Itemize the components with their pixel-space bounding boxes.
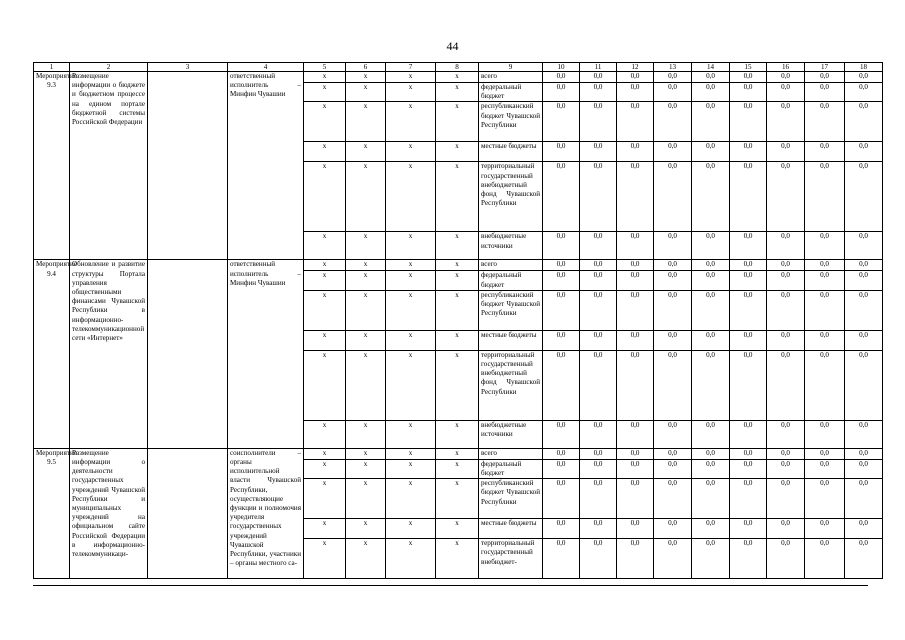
amount-cell: 0,0: [730, 519, 767, 539]
code-x-cell: x: [436, 479, 479, 519]
amount-cell: 0,0: [617, 162, 654, 232]
amount-cell: 0,0: [580, 271, 617, 290]
code-x-cell: x: [436, 162, 479, 232]
amount-cell: 0,0: [543, 290, 580, 330]
amount-cell: 0,0: [692, 459, 730, 478]
amount-cell: 0,0: [654, 459, 692, 478]
amount-cell: 0,0: [580, 420, 617, 448]
amount-cell: 0,0: [805, 162, 845, 232]
amount-cell: 0,0: [730, 142, 767, 162]
code-x-cell: x: [304, 350, 346, 420]
amount-cell: 0,0: [805, 459, 845, 478]
funding-source: республиканский бюджет Чувашской Республики: [479, 479, 543, 519]
code-x-cell: x: [346, 330, 386, 350]
funding-source: местные бюджеты: [479, 519, 543, 539]
amount-cell: 0,0: [845, 142, 883, 162]
measure-description: Обновление и развитие структуры Портала управления общественными финансами Чувашской Республики в информационно-телекоммуникационной сети «Интернет»: [70, 260, 148, 448]
amount-cell: 0,0: [543, 459, 580, 478]
amount-cell: 0,0: [730, 290, 767, 330]
code-x-cell: x: [304, 162, 346, 232]
amount-cell: 0,0: [805, 420, 845, 448]
amount-cell: 0,0: [845, 290, 883, 330]
column-header-11: 11: [580, 63, 617, 72]
amount-cell: 0,0: [692, 72, 730, 83]
amount-cell: 0,0: [543, 448, 580, 459]
amount-cell: 0,0: [767, 162, 805, 232]
code-x-cell: x: [386, 519, 436, 539]
amount-cell: 0,0: [805, 290, 845, 330]
funding-source: федеральный бюджет: [479, 83, 543, 102]
amount-cell: 0,0: [730, 479, 767, 519]
column-header-5: 5: [304, 63, 346, 72]
code-x-cell: x: [346, 271, 386, 290]
amount-cell: 0,0: [617, 459, 654, 478]
code-x-cell: x: [346, 83, 386, 102]
amount-cell: 0,0: [845, 448, 883, 459]
amount-cell: 0,0: [692, 350, 730, 420]
code-x-cell: x: [304, 420, 346, 448]
amount-cell: 0,0: [617, 479, 654, 519]
amount-cell: 0,0: [845, 102, 883, 142]
amount-cell: 0,0: [692, 83, 730, 102]
amount-cell: 0,0: [543, 83, 580, 102]
amount-cell: 0,0: [692, 519, 730, 539]
amount-cell: 0,0: [654, 350, 692, 420]
amount-cell: 0,0: [767, 448, 805, 459]
code-x-cell: x: [386, 260, 436, 271]
amount-cell: 0,0: [805, 330, 845, 350]
code-x-cell: x: [386, 420, 436, 448]
code-x-cell: x: [386, 448, 436, 459]
amount-cell: 0,0: [654, 83, 692, 102]
amount-cell: 0,0: [617, 330, 654, 350]
code-x-cell: x: [436, 330, 479, 350]
amount-cell: 0,0: [580, 459, 617, 478]
amount-cell: 0,0: [617, 350, 654, 420]
amount-cell: 0,0: [617, 232, 654, 260]
code-x-cell: x: [436, 72, 479, 83]
code-x-cell: x: [346, 350, 386, 420]
amount-cell: 0,0: [654, 72, 692, 83]
participants-cell: [148, 72, 228, 260]
code-x-cell: x: [386, 290, 436, 330]
amount-cell: 0,0: [845, 459, 883, 478]
amount-cell: 0,0: [543, 232, 580, 260]
amount-cell: 0,0: [767, 330, 805, 350]
amount-cell: 0,0: [654, 232, 692, 260]
amount-cell: 0,0: [692, 162, 730, 232]
code-x-cell: x: [436, 350, 479, 420]
amount-cell: 0,0: [767, 142, 805, 162]
amount-cell: 0,0: [654, 420, 692, 448]
column-number-row: [34, 63, 883, 72]
column-header-7: 7: [386, 63, 436, 72]
funding-source: территориальный государственный внебюджетный фонд Чувашской Республики: [479, 162, 543, 232]
amount-cell: 0,0: [654, 162, 692, 232]
code-x-cell: x: [346, 479, 386, 519]
code-x-cell: x: [386, 330, 436, 350]
amount-cell: 0,0: [617, 539, 654, 579]
code-x-cell: x: [436, 519, 479, 539]
code-x-cell: x: [346, 260, 386, 271]
column-header-6: 6: [346, 63, 386, 72]
bottom-rule: [33, 585, 868, 586]
code-x-cell: x: [436, 232, 479, 260]
funding-source: всего: [479, 72, 543, 83]
amount-cell: 0,0: [617, 519, 654, 539]
column-header-2: 2: [70, 63, 148, 72]
column-header-14: 14: [692, 63, 730, 72]
code-x-cell: x: [436, 448, 479, 459]
code-x-cell: x: [386, 102, 436, 142]
code-x-cell: x: [386, 162, 436, 232]
code-x-cell: x: [304, 232, 346, 260]
amount-cell: 0,0: [805, 539, 845, 579]
code-x-cell: x: [436, 102, 479, 142]
amount-cell: 0,0: [730, 162, 767, 232]
column-header-18: 18: [845, 63, 883, 72]
amount-cell: 0,0: [767, 519, 805, 539]
amount-cell: 0,0: [767, 260, 805, 271]
amount-cell: 0,0: [543, 72, 580, 83]
amount-cell: 0,0: [692, 142, 730, 162]
amount-cell: 0,0: [580, 142, 617, 162]
amount-cell: 0,0: [692, 420, 730, 448]
amount-cell: 0,0: [805, 271, 845, 290]
amount-cell: 0,0: [617, 142, 654, 162]
amount-cell: 0,0: [692, 260, 730, 271]
amount-cell: 0,0: [692, 271, 730, 290]
amount-cell: 0,0: [580, 479, 617, 519]
amount-cell: 0,0: [805, 102, 845, 142]
amount-cell: 0,0: [543, 162, 580, 232]
amount-cell: 0,0: [845, 162, 883, 232]
amount-cell: 0,0: [617, 72, 654, 83]
amount-cell: 0,0: [654, 290, 692, 330]
funding-source: федеральный бюджет: [479, 459, 543, 478]
amount-cell: 0,0: [845, 72, 883, 83]
code-x-cell: x: [346, 290, 386, 330]
amount-cell: 0,0: [617, 290, 654, 330]
table-row: [34, 72, 883, 83]
amount-cell: 0,0: [580, 519, 617, 539]
amount-cell: 0,0: [730, 232, 767, 260]
code-x-cell: x: [346, 102, 386, 142]
amount-cell: 0,0: [654, 479, 692, 519]
amount-cell: 0,0: [580, 350, 617, 420]
amount-cell: 0,0: [580, 290, 617, 330]
amount-cell: 0,0: [805, 479, 845, 519]
measure-number: Мероприятие 9.3: [34, 72, 70, 260]
page-number: 44: [446, 39, 459, 53]
amount-cell: 0,0: [805, 448, 845, 459]
amount-cell: 0,0: [580, 539, 617, 579]
column-header-9: 9: [479, 63, 543, 72]
amount-cell: 0,0: [692, 539, 730, 579]
column-header-16: 16: [767, 63, 805, 72]
amount-cell: 0,0: [580, 83, 617, 102]
column-header-15: 15: [730, 63, 767, 72]
table-row: [34, 448, 883, 459]
amount-cell: 0,0: [692, 232, 730, 260]
amount-cell: 0,0: [805, 350, 845, 420]
amount-cell: 0,0: [654, 539, 692, 579]
amount-cell: 0,0: [580, 448, 617, 459]
code-x-cell: x: [304, 459, 346, 478]
code-x-cell: x: [436, 539, 479, 579]
executor-cell: соисполнители – органы исполнительной власти Чувашской Республики, осуществляющие функции и полномочия учредителя государственных учреждений Чувашской Республики, участники – органы местного са-: [228, 448, 304, 578]
amount-cell: 0,0: [543, 539, 580, 579]
code-x-cell: x: [304, 290, 346, 330]
code-x-cell: x: [304, 142, 346, 162]
amount-cell: 0,0: [767, 102, 805, 142]
code-x-cell: x: [386, 271, 436, 290]
amount-cell: 0,0: [730, 539, 767, 579]
amount-cell: 0,0: [543, 330, 580, 350]
code-x-cell: x: [304, 539, 346, 579]
executor-cell: ответственный исполнитель – Минфин Чувашии: [228, 260, 304, 448]
amount-cell: 0,0: [654, 260, 692, 271]
amount-cell: 0,0: [845, 232, 883, 260]
amount-cell: 0,0: [767, 72, 805, 83]
amount-cell: 0,0: [730, 271, 767, 290]
code-x-cell: x: [304, 519, 346, 539]
amount-cell: 0,0: [543, 102, 580, 142]
amount-cell: 0,0: [543, 350, 580, 420]
amount-cell: 0,0: [767, 350, 805, 420]
amount-cell: 0,0: [845, 83, 883, 102]
code-x-cell: x: [304, 102, 346, 142]
amount-cell: 0,0: [692, 102, 730, 142]
amount-cell: 0,0: [654, 448, 692, 459]
amount-cell: 0,0: [580, 72, 617, 83]
amount-cell: 0,0: [692, 290, 730, 330]
code-x-cell: x: [386, 232, 436, 260]
amount-cell: 0,0: [543, 260, 580, 271]
column-header-8: 8: [436, 63, 479, 72]
amount-cell: 0,0: [730, 102, 767, 142]
funding-source: местные бюджеты: [479, 142, 543, 162]
code-x-cell: x: [346, 142, 386, 162]
amount-cell: 0,0: [580, 330, 617, 350]
code-x-cell: x: [436, 271, 479, 290]
amount-cell: 0,0: [654, 330, 692, 350]
amount-cell: 0,0: [580, 102, 617, 142]
funding-source: внебюджетные источники: [479, 232, 543, 260]
amount-cell: 0,0: [845, 479, 883, 519]
participants-cell: [148, 260, 228, 448]
amount-cell: 0,0: [617, 448, 654, 459]
amount-cell: 0,0: [730, 420, 767, 448]
amount-cell: 0,0: [805, 260, 845, 271]
amount-cell: 0,0: [805, 142, 845, 162]
amount-cell: 0,0: [580, 232, 617, 260]
code-x-cell: x: [436, 142, 479, 162]
funding-source: территориальный государственный внебюджетный фонд Чувашской Республики: [479, 350, 543, 420]
amount-cell: 0,0: [580, 162, 617, 232]
amount-cell: 0,0: [767, 83, 805, 102]
code-x-cell: x: [346, 459, 386, 478]
amount-cell: 0,0: [543, 420, 580, 448]
funding-source: республиканский бюджет Чувашской Республики: [479, 290, 543, 330]
measure-number: Мероприятие 9.4: [34, 260, 70, 448]
funding-source: всего: [479, 260, 543, 271]
code-x-cell: x: [346, 162, 386, 232]
code-x-cell: x: [436, 83, 479, 102]
amount-cell: 0,0: [617, 271, 654, 290]
code-x-cell: x: [386, 142, 436, 162]
amount-cell: 0,0: [767, 232, 805, 260]
amount-cell: 0,0: [730, 350, 767, 420]
code-x-cell: x: [436, 420, 479, 448]
code-x-cell: x: [436, 290, 479, 330]
amount-cell: 0,0: [692, 448, 730, 459]
amount-cell: 0,0: [767, 271, 805, 290]
funding-source: федеральный бюджет: [479, 271, 543, 290]
code-x-cell: x: [386, 72, 436, 83]
measure-number: Мероприятие 9.5: [34, 448, 70, 578]
amount-cell: 0,0: [730, 83, 767, 102]
column-header-1: 1: [34, 63, 70, 72]
code-x-cell: x: [386, 539, 436, 579]
funding-source: всего: [479, 448, 543, 459]
code-x-cell: x: [304, 330, 346, 350]
code-x-cell: x: [304, 83, 346, 102]
amount-cell: 0,0: [767, 290, 805, 330]
amount-cell: 0,0: [543, 519, 580, 539]
amount-cell: 0,0: [845, 519, 883, 539]
amount-cell: 0,0: [654, 142, 692, 162]
code-x-cell: x: [346, 420, 386, 448]
code-x-cell: x: [346, 519, 386, 539]
code-x-cell: x: [304, 479, 346, 519]
amount-cell: 0,0: [543, 479, 580, 519]
funding-source: местные бюджеты: [479, 330, 543, 350]
amount-cell: 0,0: [730, 330, 767, 350]
amount-cell: 0,0: [654, 519, 692, 539]
column-header-13: 13: [654, 63, 692, 72]
code-x-cell: x: [346, 539, 386, 579]
code-x-cell: x: [436, 260, 479, 271]
amount-cell: 0,0: [845, 330, 883, 350]
table-row: [34, 260, 883, 271]
code-x-cell: x: [304, 448, 346, 459]
amount-cell: 0,0: [543, 142, 580, 162]
funding-source: республиканский бюджет Чувашской Республики: [479, 102, 543, 142]
amount-cell: 0,0: [692, 330, 730, 350]
code-x-cell: x: [304, 271, 346, 290]
amount-cell: 0,0: [580, 260, 617, 271]
amount-cell: 0,0: [845, 539, 883, 579]
amount-cell: 0,0: [654, 271, 692, 290]
code-x-cell: x: [346, 448, 386, 459]
amount-cell: 0,0: [767, 420, 805, 448]
code-x-cell: x: [346, 232, 386, 260]
amount-cell: 0,0: [730, 72, 767, 83]
amount-cell: 0,0: [730, 260, 767, 271]
amount-cell: 0,0: [617, 420, 654, 448]
amount-cell: 0,0: [845, 260, 883, 271]
participants-cell: [148, 448, 228, 578]
code-x-cell: x: [386, 479, 436, 519]
amount-cell: 0,0: [654, 102, 692, 142]
amount-cell: 0,0: [767, 459, 805, 478]
column-header-10: 10: [543, 63, 580, 72]
code-x-cell: x: [386, 459, 436, 478]
code-x-cell: x: [386, 350, 436, 420]
measure-description: Размещение информации о деятельности государственных учреждений Чувашской Республики и муниципальных учреждений на официальном сайте Российской Федерации в информационно-телекоммуникаци-: [70, 448, 148, 578]
amount-cell: 0,0: [730, 459, 767, 478]
code-x-cell: x: [346, 72, 386, 83]
measure-description: Размещение информации о бюджете и бюджетном процессе на едином портале бюджетной системы Российской Федерации: [70, 72, 148, 260]
amount-cell: 0,0: [805, 83, 845, 102]
amount-cell: 0,0: [543, 271, 580, 290]
amount-cell: 0,0: [617, 260, 654, 271]
amount-cell: 0,0: [767, 539, 805, 579]
amount-cell: 0,0: [845, 271, 883, 290]
amount-cell: 0,0: [805, 519, 845, 539]
code-x-cell: x: [304, 72, 346, 83]
program-table: [33, 62, 883, 579]
executor-cell: ответственный исполнитель – Минфин Чувашии: [228, 72, 304, 260]
code-x-cell: x: [304, 260, 346, 271]
amount-cell: 0,0: [805, 72, 845, 83]
amount-cell: 0,0: [845, 420, 883, 448]
column-header-12: 12: [617, 63, 654, 72]
column-header-17: 17: [805, 63, 845, 72]
column-header-3: 3: [148, 63, 228, 72]
funding-source: территориальный государственный внебюджет-: [479, 539, 543, 579]
column-header-4: 4: [228, 63, 304, 72]
code-x-cell: x: [386, 83, 436, 102]
amount-cell: 0,0: [845, 350, 883, 420]
amount-cell: 0,0: [617, 102, 654, 142]
amount-cell: 0,0: [692, 479, 730, 519]
code-x-cell: x: [436, 459, 479, 478]
funding-source: внебюджетные источники: [479, 420, 543, 448]
amount-cell: 0,0: [805, 232, 845, 260]
amount-cell: 0,0: [730, 448, 767, 459]
amount-cell: 0,0: [617, 83, 654, 102]
amount-cell: 0,0: [767, 479, 805, 519]
